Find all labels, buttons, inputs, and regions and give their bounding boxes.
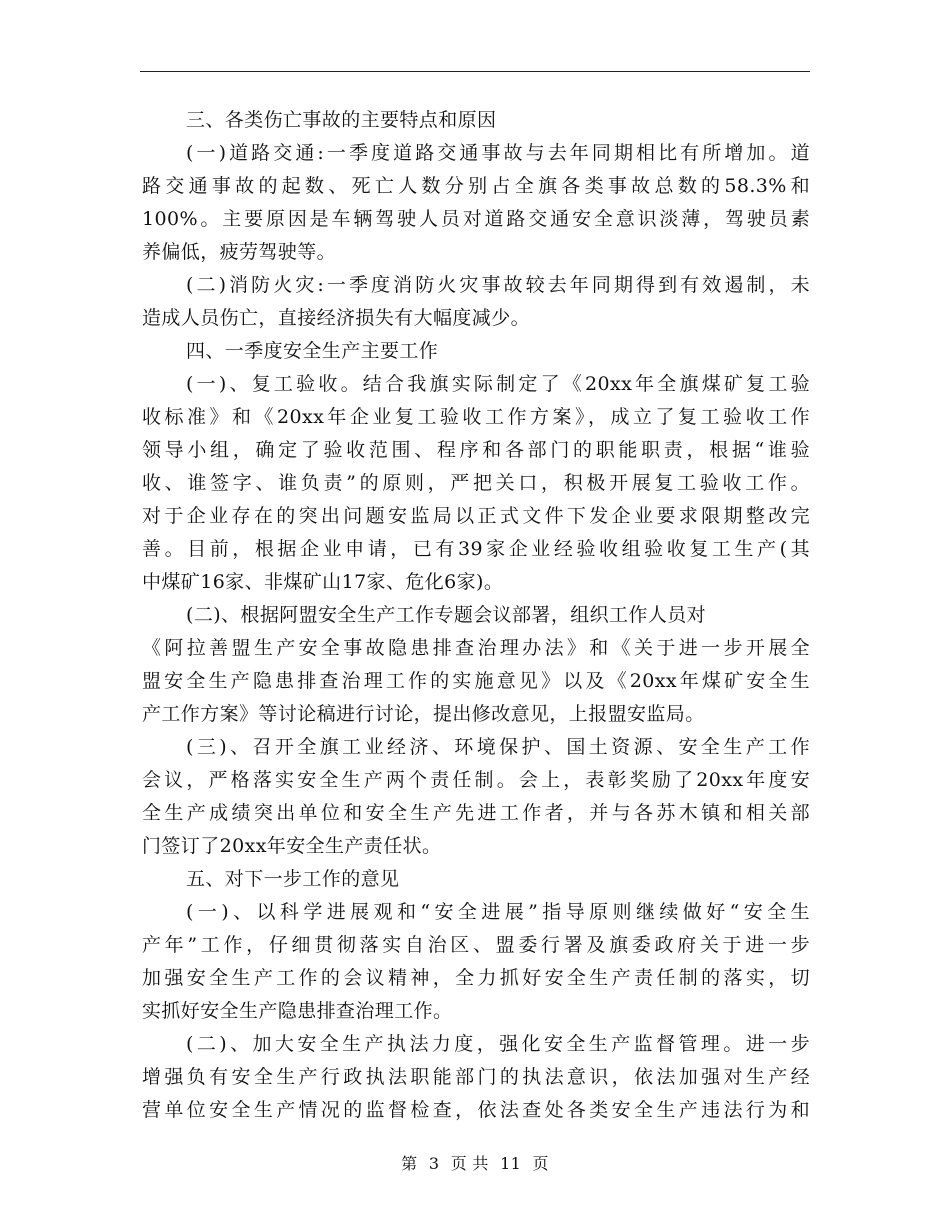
text-line: 《阿拉善盟生产安全事故隐患排查治理办法》和《关于进一步开展全 (142, 637, 810, 659)
text-line: 收、谁签字、谁负责”的原则，严把关口，积极开展复工验收工作。 (142, 472, 810, 494)
total-pages-number: 11 (500, 1154, 522, 1173)
page-footer (0, 1153, 950, 1175)
text-line: 善。目前，根据企业申请，已有39家企业经验收组验收复工生产(其 (142, 538, 810, 560)
text-line: (二)、加大安全生产执法力度，强化安全生产监督管理。进一步 (186, 1033, 810, 1055)
text-line: (三)、召开全旗工业经济、环境保护、国土资源、安全生产工作 (186, 736, 810, 758)
text-line: 中煤矿16家、非煤矿山17家、危化6家)。 (142, 571, 504, 593)
text-line: (一)、以科学进展观和“安全进展”指导原则继续做好“安全生 (186, 901, 810, 923)
text-line: 全生产成绩突出单位和安全生产先进工作者，并与各苏木镇和相关部 (142, 802, 810, 824)
text-line: (二)消防火灾:一季度消防火灾事故较去年同期得到有效遏制，未 (186, 274, 810, 296)
header-rule (140, 71, 810, 72)
text-line: 五、对下一步工作的意见 (186, 868, 400, 890)
text-line: 养偏低，疲劳驾驶等。 (142, 241, 337, 263)
text-line: 三、各类伤亡事故的主要特点和原因 (186, 109, 497, 131)
text-line: 产工作方案》等讨论稿进行讨论，提出修改意见，上报盟安监局。 (142, 703, 705, 725)
text-line: 100%。主要原因是车辆驾驶人员对道路交通安全意识淡薄，驾驶员素 (142, 208, 810, 230)
text-line: 对于企业存在的突出问题安监局以正式文件下发企业要求限期整改完 (142, 505, 810, 527)
current-page-number: 3 (428, 1154, 440, 1173)
text-line: 实抓好安全生产隐患排查治理工作。 (142, 1000, 453, 1022)
text-line: (一)、复工验收。结合我旗实际制定了《20xx年全旗煤矿复工验 (186, 373, 810, 395)
text-line: 造成人员伤亡，直接经济损失有大幅度减少。 (142, 307, 531, 329)
text-line: 收标准》和《20xx年企业复工验收工作方案》，成立了复工验收工作 (142, 406, 810, 428)
text-line: (二)、根据阿盟安全生产工作专题会议部署，组织工作人员对 (186, 604, 707, 626)
footer-middle: 页 共 (450, 1154, 489, 1173)
document-body (142, 104, 810, 1127)
text-line: 会议，严格落实安全生产两个责任制。会上，表彰奖励了20xx年度安 (142, 769, 810, 791)
text-line: (一)道路交通:一季度道路交通事故与去年同期相比有所增加。道 (186, 142, 810, 164)
text-line: 加强安全生产工作的会议精神，全力抓好安全生产责任制的落实，切 (142, 967, 810, 989)
footer-suffix: 页 (532, 1154, 549, 1173)
text-line: 四、一季度安全生产主要工作 (186, 340, 439, 362)
text-line: 营单位安全生产情况的监督检查，依法查处各类安全生产违法行为和 (142, 1099, 810, 1121)
text-line: 增强负有安全生产行政执法职能部门的执法意识，依法加强对生产经 (142, 1066, 810, 1088)
text-line: 盟安全生产隐患排查治理工作的实施意见》以及《20xx年煤矿安全生 (142, 670, 810, 692)
text-line: 路交通事故的起数、死亡人数分别占全旗各类事故总数的58.3%和 (142, 175, 810, 197)
footer-prefix: 第 (401, 1154, 418, 1173)
text-line: 领导小组，确定了验收范围、程序和各部门的职能职责，根据“谁验 (142, 439, 810, 461)
text-line: 产年”工作，仔细贯彻落实自治区、盟委行署及旗委政府关于进一步 (142, 934, 810, 956)
text-line: 门签订了20xx年安全生产责任状。 (142, 835, 442, 857)
